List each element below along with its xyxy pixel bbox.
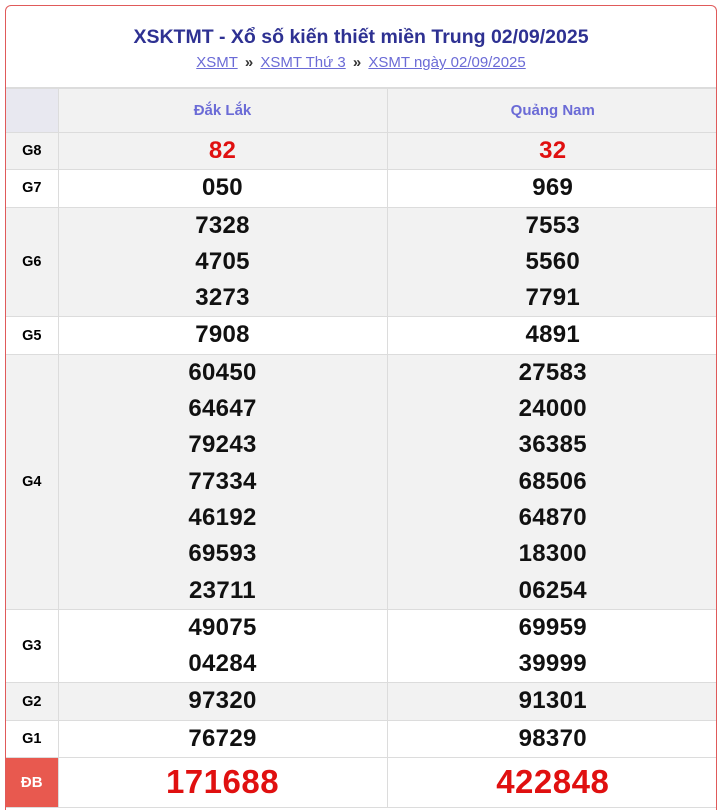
result-number: 69593 xyxy=(188,540,257,568)
result-number: 64647 xyxy=(188,395,257,423)
prize-label: G4 xyxy=(6,354,58,609)
dak-lak-result-cell xyxy=(58,683,387,720)
prize-row xyxy=(6,207,717,317)
quang-nam-result-cell xyxy=(387,758,717,808)
result-number: 69959 xyxy=(518,613,587,641)
prize-label: G3 xyxy=(6,609,58,683)
result-number: 7328 xyxy=(195,211,250,239)
result-number: 97320 xyxy=(188,687,257,715)
results-header xyxy=(6,6,716,88)
page-title: XSKTMT - Xổ số kiến thiết miền Trung 02/09/2025 xyxy=(133,26,589,48)
result-number: 04284 xyxy=(188,650,257,678)
prize-label: ĐB xyxy=(6,758,58,808)
prize-table-body xyxy=(6,133,717,808)
results-card xyxy=(5,5,717,810)
result-number: 422848 xyxy=(496,763,610,801)
result-number: 32 xyxy=(539,137,567,164)
prize-label: G1 xyxy=(6,720,58,757)
prize-row xyxy=(6,133,717,170)
quang-nam-result-cell xyxy=(387,354,717,609)
result-number: 5560 xyxy=(525,247,581,275)
quang-nam-result-cell xyxy=(387,133,717,170)
result-number: 7553 xyxy=(525,211,581,239)
result-number: 68506 xyxy=(518,467,587,495)
result-number: 91301 xyxy=(518,687,587,715)
result-number: 06254 xyxy=(518,576,587,604)
result-number: 76729 xyxy=(188,724,257,752)
breadcrumb-xsmt-date-link[interactable]: XSMT ngày 02/09/2025 xyxy=(368,54,526,71)
quang-nam-result-cell xyxy=(387,720,717,757)
result-number: 24000 xyxy=(518,395,587,423)
dak-lak-result-cell xyxy=(58,720,387,757)
result-number: 23711 xyxy=(189,576,256,604)
prize-label: G2 xyxy=(6,683,58,720)
province-header-quang-nam: Quảng Nam xyxy=(387,89,717,133)
quang-nam-result-cell xyxy=(387,170,717,207)
result-number: 36385 xyxy=(518,431,587,459)
table-header-row xyxy=(6,89,717,133)
result-number: 3273 xyxy=(195,284,250,312)
prize-column-header xyxy=(6,89,58,133)
prize-row xyxy=(6,683,717,720)
prize-label: G6 xyxy=(6,207,58,317)
quang-nam-result-cell xyxy=(387,609,717,683)
prize-row xyxy=(6,720,717,757)
result-number: 4705 xyxy=(195,247,250,275)
result-number: 171688 xyxy=(165,763,280,801)
result-number: 60450 xyxy=(188,358,257,386)
result-number: 4891 xyxy=(525,321,581,349)
dak-lak-result-cell xyxy=(58,207,387,317)
dak-lak-result-cell xyxy=(58,354,387,609)
prize-row xyxy=(6,354,717,609)
prize-row xyxy=(6,170,717,207)
breadcrumb xyxy=(6,54,716,72)
dak-lak-result-cell xyxy=(58,609,387,683)
prize-row xyxy=(6,758,717,808)
result-number: 64870 xyxy=(518,503,587,531)
result-number: 050 xyxy=(202,174,243,202)
result-number: 79243 xyxy=(188,431,257,459)
result-number: 39999 xyxy=(518,650,587,678)
result-number: 46192 xyxy=(188,503,257,531)
quang-nam-result-cell xyxy=(387,207,717,317)
result-number: 969 xyxy=(532,174,574,202)
result-number: 82 xyxy=(208,137,237,164)
breadcrumb-separator: » xyxy=(352,54,362,71)
prize-label: G5 xyxy=(6,317,58,354)
result-number: 98370 xyxy=(518,724,587,752)
dak-lak-result-cell xyxy=(58,758,387,808)
prize-row xyxy=(6,609,717,683)
breadcrumb-xsmt-link[interactable]: XSMT xyxy=(196,54,238,71)
result-number: 18300 xyxy=(518,540,587,568)
result-number: 77334 xyxy=(188,467,257,495)
result-number: 27583 xyxy=(518,358,587,386)
result-number: 7791 xyxy=(525,284,581,312)
results-table xyxy=(6,88,717,808)
province-header-dak-lak: Đắk Lắk xyxy=(58,89,387,133)
breadcrumb-separator: » xyxy=(244,54,254,71)
prize-label: G7 xyxy=(6,170,58,207)
dak-lak-result-cell xyxy=(58,170,387,207)
dak-lak-result-cell xyxy=(58,133,387,170)
prize-row xyxy=(6,317,717,354)
breadcrumb-xsmt-thu3-link[interactable]: XSMT Thứ 3 xyxy=(260,54,346,71)
dak-lak-result-cell xyxy=(58,317,387,354)
result-number: 7908 xyxy=(195,321,250,349)
prize-label: G8 xyxy=(6,133,58,170)
result-number: 49075 xyxy=(188,613,257,641)
quang-nam-result-cell xyxy=(387,317,717,354)
quang-nam-result-cell xyxy=(387,683,717,720)
